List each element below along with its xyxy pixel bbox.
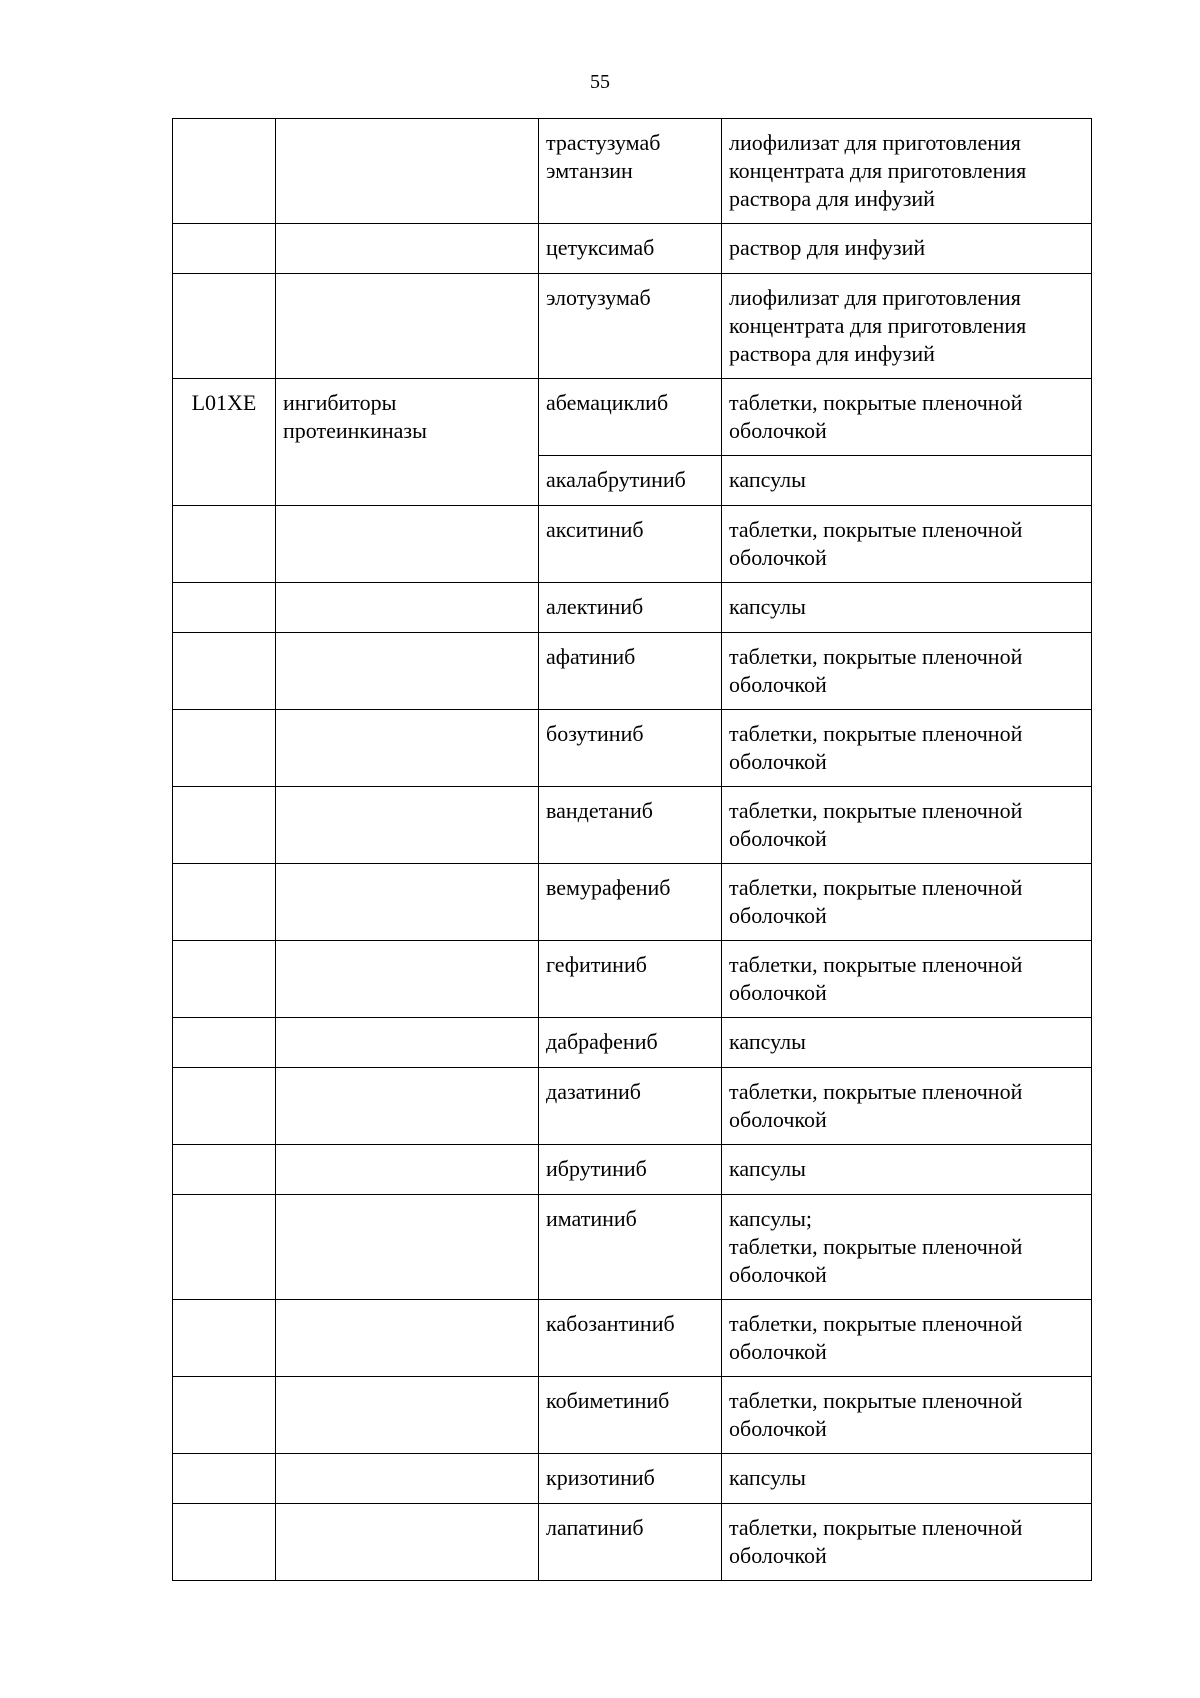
table-row: [173, 119, 1092, 224]
group-name-cell: [276, 1300, 539, 1377]
group-name-cell: [276, 274, 539, 379]
atc-code-cell: [173, 864, 276, 941]
dosage-form-cell: таблетки, покрытые пленочной оболочкой: [722, 1300, 1092, 1377]
dosage-form-cell: таблетки, покрытые пленочной оболочкой: [722, 864, 1092, 941]
dosage-form-cell: капсулы: [722, 456, 1092, 506]
dosage-form-cell: таблетки, покрытые пленочной оболочкой: [722, 1068, 1092, 1145]
atc-code-cell: [173, 224, 276, 274]
dosage-form-cell: таблетки, покрытые пленочной оболочкой: [722, 1504, 1092, 1581]
drug-name-cell: бозутиниб: [539, 710, 722, 787]
table-row: [173, 1018, 1092, 1068]
drug-name-cell: кабозантиниб: [539, 1300, 722, 1377]
page-number: 55: [590, 71, 610, 93]
table-row: [173, 1145, 1092, 1195]
table-row: [173, 506, 1092, 583]
table-row: [173, 274, 1092, 379]
dosage-form-cell: таблетки, покрытые пленочной оболочкой: [722, 506, 1092, 583]
dosage-form-cell: таблетки, покрытые пленочной оболочкой: [722, 1377, 1092, 1454]
dosage-form-cell: таблетки, покрытые пленочной оболочкой: [722, 379, 1092, 456]
table-row: [173, 1454, 1092, 1504]
table-row: [173, 941, 1092, 1018]
dosage-form-cell: таблетки, покрытые пленочной оболочкой: [722, 710, 1092, 787]
atc-code-cell: [173, 1145, 276, 1195]
drug-name-cell: акситиниб: [539, 506, 722, 583]
atc-code-cell: [173, 506, 276, 583]
group-name-cell: [276, 119, 539, 224]
group-name-cell: [276, 1454, 539, 1504]
table-row: [173, 224, 1092, 274]
drug-name-cell: иматиниб: [539, 1195, 722, 1300]
drug-name-cell: акалабрутиниб: [539, 456, 722, 506]
group-name-cell: [276, 224, 539, 274]
table-row: [173, 787, 1092, 864]
group-name-cell: [276, 1068, 539, 1145]
atc-code-cell: [173, 787, 276, 864]
atc-code-cell: [173, 1300, 276, 1377]
group-name-cell: [276, 864, 539, 941]
group-name-cell: [276, 941, 539, 1018]
drug-name-cell: дабрафениб: [539, 1018, 722, 1068]
group-name-cell: [276, 583, 539, 633]
dosage-form-cell: таблетки, покрытые пленочной оболочкой: [722, 633, 1092, 710]
atc-code-cell: [173, 941, 276, 1018]
atc-code-cell: [173, 1454, 276, 1504]
drug-name-cell: элотузумаб: [539, 274, 722, 379]
table-row: [173, 1377, 1092, 1454]
dosage-form-cell: капсулы: [722, 1018, 1092, 1068]
atc-code-cell: [173, 1068, 276, 1145]
group-name-cell: [276, 1018, 539, 1068]
table-row: [173, 379, 1092, 456]
group-name-cell: ингибиторы протеинкиназы: [276, 379, 539, 506]
group-name-cell: [276, 710, 539, 787]
drug-name-cell: абемациклиб: [539, 379, 722, 456]
table-row: [173, 583, 1092, 633]
atc-code-cell: [173, 1195, 276, 1300]
dosage-form-cell: таблетки, покрытые пленочной оболочкой: [722, 787, 1092, 864]
group-name-cell: [276, 506, 539, 583]
drug-name-cell: цетуксимаб: [539, 224, 722, 274]
drug-name-cell: лапатиниб: [539, 1504, 722, 1581]
dosage-form-cell: капсулы; таблетки, покрытые пленочной оболочкой: [722, 1195, 1092, 1300]
drug-table: [172, 118, 1092, 1581]
table-row: [173, 633, 1092, 710]
table-row: [173, 1068, 1092, 1145]
group-name-cell: [276, 1377, 539, 1454]
dosage-form-cell: капсулы: [722, 1454, 1092, 1504]
table-row: [173, 1195, 1092, 1300]
drug-name-cell: кризотиниб: [539, 1454, 722, 1504]
atc-code-cell: [173, 633, 276, 710]
atc-code-cell: [173, 1504, 276, 1581]
drug-name-cell: трастузумаб эмтанзин: [539, 119, 722, 224]
drug-name-cell: ибрутиниб: [539, 1145, 722, 1195]
atc-code-cell: [173, 1018, 276, 1068]
table-row: [173, 1300, 1092, 1377]
drug-name-cell: кобиметиниб: [539, 1377, 722, 1454]
group-name-cell: [276, 633, 539, 710]
atc-code-cell: [173, 583, 276, 633]
group-name-cell: [276, 1195, 539, 1300]
atc-code-cell: [173, 274, 276, 379]
group-name-cell: [276, 1504, 539, 1581]
atc-code-cell: [173, 1377, 276, 1454]
drug-name-cell: дазатиниб: [539, 1068, 722, 1145]
dosage-form-cell: таблетки, покрытые пленочной оболочкой: [722, 941, 1092, 1018]
atc-code-cell: [173, 710, 276, 787]
dosage-form-cell: капсулы: [722, 1145, 1092, 1195]
atc-code-cell: L01XE: [173, 379, 276, 506]
drug-name-cell: гефитиниб: [539, 941, 722, 1018]
drug-name-cell: алектиниб: [539, 583, 722, 633]
drug-name-cell: вандетаниб: [539, 787, 722, 864]
drug-name-cell: афатиниб: [539, 633, 722, 710]
group-name-cell: [276, 787, 539, 864]
dosage-form-cell: лиофилизат для приготовления концентрата для приготовления раствора для инфузий: [722, 119, 1092, 224]
atc-code-cell: [173, 119, 276, 224]
dosage-form-cell: раствор для инфузий: [722, 224, 1092, 274]
table-row: [173, 710, 1092, 787]
table-row: [173, 1504, 1092, 1581]
group-name-cell: [276, 1145, 539, 1195]
table-row: [173, 864, 1092, 941]
drug-name-cell: вемурафениб: [539, 864, 722, 941]
dosage-form-cell: капсулы: [722, 583, 1092, 633]
dosage-form-cell: лиофилизат для приготовления концентрата для приготовления раствора для инфузий: [722, 274, 1092, 379]
